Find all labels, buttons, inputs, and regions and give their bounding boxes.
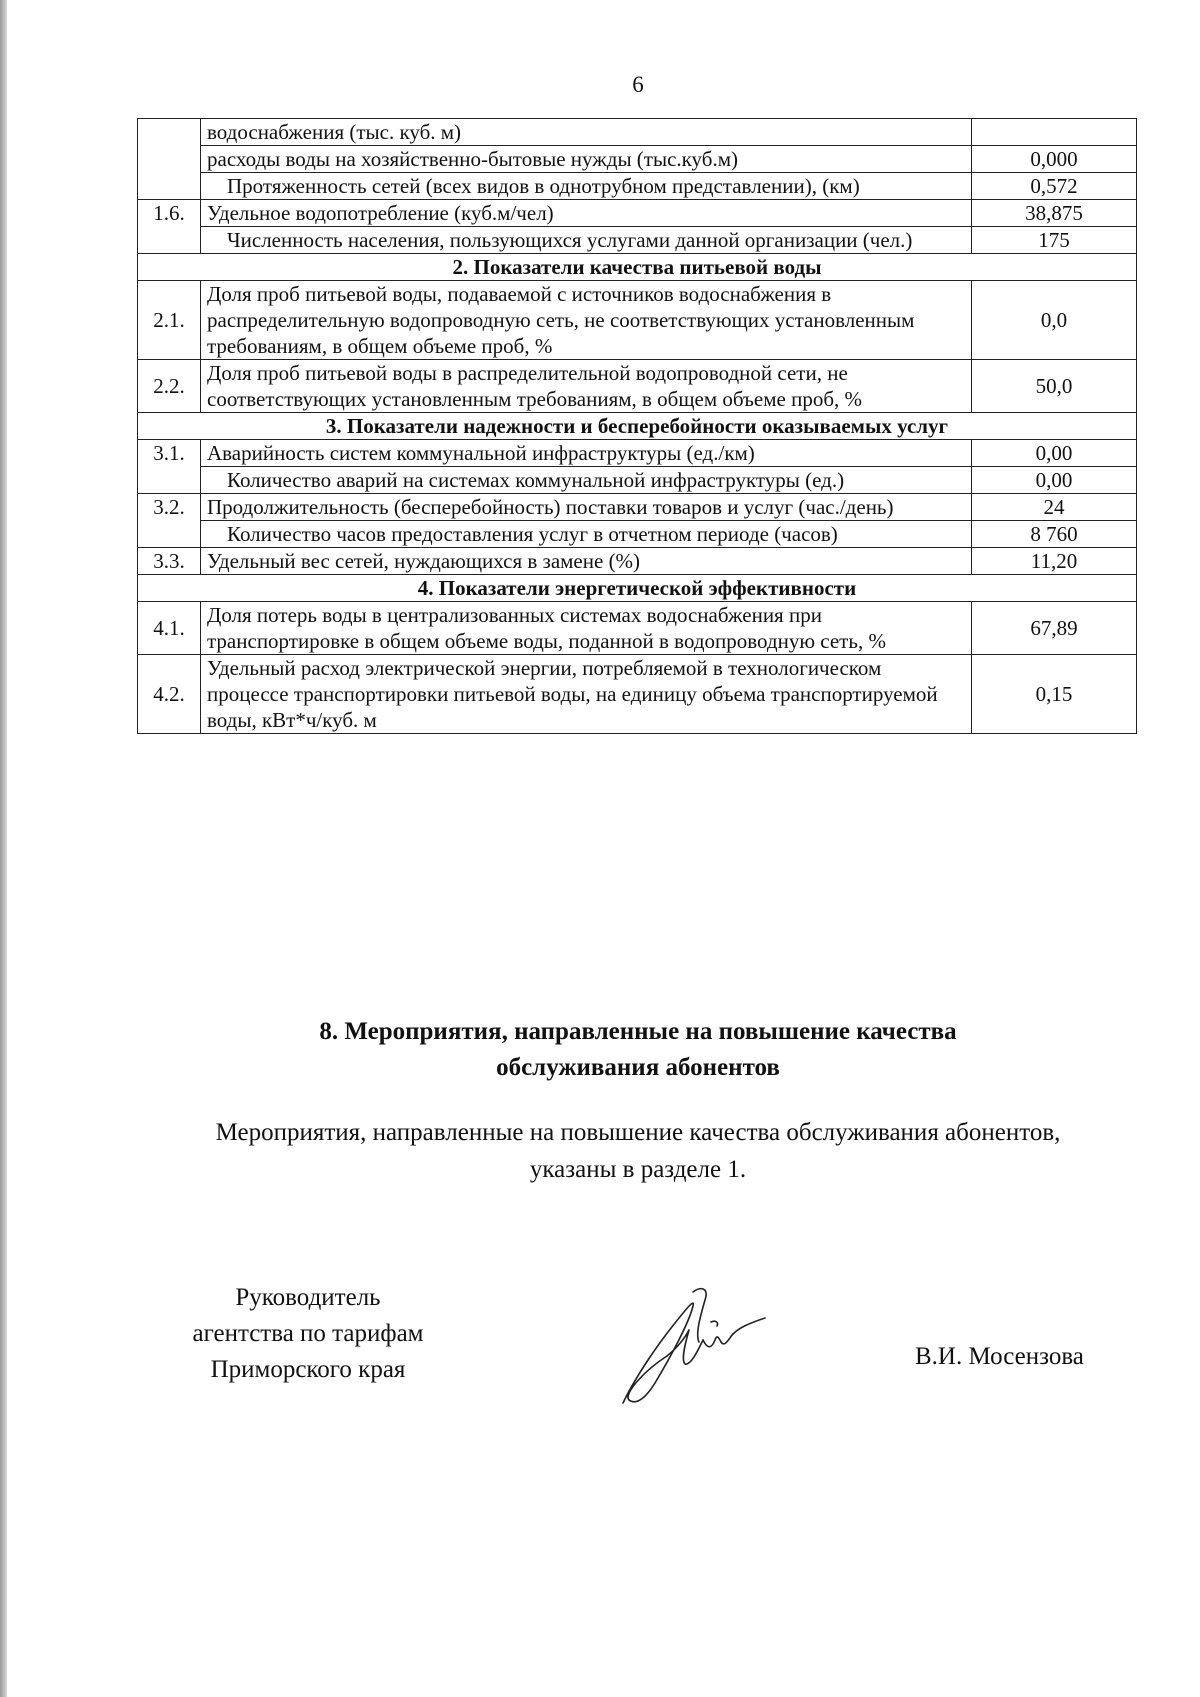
row-number: 3.2. (138, 494, 201, 521)
indicator-description: Доля потерь воды в централизованных системах водоснабжения при транспортировке в общем объеме воды, поданной в водопроводную сеть, % (201, 602, 972, 655)
row-number (138, 146, 201, 173)
page-number: 6 (632, 72, 644, 97)
indicator-description: Доля проб питьевой воды в распределительной водопроводной сети, не соответствующих установленным требованиям, в общем объеме проб, % (201, 360, 972, 413)
section-title: 4. Показатели энергетической эффективности (138, 575, 1137, 602)
table-row (138, 227, 1137, 254)
handwritten-signature (615, 1278, 785, 1413)
row-number (138, 119, 201, 146)
indicator-description: Удельное водопотребление (куб.м/чел) (201, 200, 972, 227)
indicator-value: 0,15 (972, 655, 1137, 734)
section-8-paragraph (0, 1114, 1200, 1188)
indicator-value: 38,875 (972, 200, 1137, 227)
indicator-value: 67,89 (972, 602, 1137, 655)
table-row (138, 173, 1137, 200)
indicator-value: 24 (972, 494, 1137, 521)
row-number (138, 173, 201, 200)
indicator-value: 8 760 (972, 521, 1137, 548)
section-header-row (138, 254, 1137, 281)
table-row (138, 440, 1137, 467)
section-8-text-line-2: указаны в разделе 1. (529, 1156, 747, 1183)
table-row (138, 602, 1137, 655)
row-number: 4.2. (138, 655, 201, 734)
indicator-value: 0,00 (972, 467, 1137, 494)
row-number: 2.1. (138, 281, 201, 360)
indicator-value: 11,20 (972, 548, 1137, 575)
table-row (138, 548, 1137, 575)
row-number: 2.2. (138, 360, 201, 413)
table-row (138, 146, 1137, 173)
indicator-description: Количество аварий на системах коммунальной инфраструктуры (ед.) (201, 467, 972, 494)
indicator-description: Протяженность сетей (всех видов в однотрубном представлении), (км) (201, 173, 972, 200)
table-row (138, 655, 1137, 734)
table-row (138, 467, 1137, 494)
section-8-heading-line-2: обслуживания абонентов (496, 1054, 780, 1081)
row-number (138, 521, 201, 548)
indicators-table-body (138, 119, 1137, 734)
signatory-title-line-3: Приморского края (210, 1356, 406, 1383)
indicator-description: водоснабжения (тыс. куб. м) (201, 119, 972, 146)
signatory-title-line-1: Руководитель (235, 1284, 381, 1311)
indicator-description: Удельный вес сетей, нуждающихся в замене (%) (201, 548, 972, 575)
indicator-value: 0,572 (972, 173, 1137, 200)
indicator-value: 50,0 (972, 360, 1137, 413)
signatory-title (150, 1280, 466, 1388)
table-row (138, 360, 1137, 413)
table-row (138, 281, 1137, 360)
section-header-row (138, 575, 1137, 602)
scan-left-edge (0, 0, 7, 1697)
table-row (138, 494, 1137, 521)
section-8-text-line-1: Мероприятия, направленные на повышение качества обслуживания абонентов, (215, 1119, 1061, 1146)
signatory-title-line-2: агентства по тарифам (192, 1320, 424, 1347)
indicator-description: Продолжительность (бесперебойность) поставки товаров и услуг (час./день) (201, 494, 972, 521)
section-title: 2. Показатели качества питьевой воды (138, 254, 1137, 281)
row-number (138, 467, 201, 494)
section-8-heading-line-1: 8. Мероприятия, направленные на повышение качества (319, 1018, 957, 1045)
indicator-value: 0,0 (972, 281, 1137, 360)
row-number: 3.1. (138, 440, 201, 467)
indicator-value (972, 119, 1137, 146)
indicator-value: 0,000 (972, 146, 1137, 173)
indicator-value: 175 (972, 227, 1137, 254)
indicator-description: Численность населения, пользующихся услугами данной организации (чел.) (201, 227, 972, 254)
indicators-table (137, 118, 1137, 734)
section-8-heading (0, 1014, 1200, 1086)
table-row (138, 119, 1137, 146)
indicator-description: расходы воды на хозяйственно-бытовые нужды (тыс.куб.м) (201, 146, 972, 173)
indicator-description: Доля проб питьевой воды, подаваемой с источников водоснабжения в распределительную водопроводную сеть, не соответствующих установленным требованиям, в общем объеме проб, % (201, 281, 972, 360)
indicator-description: Количество часов предоставления услуг в отчетном периоде (часов) (201, 521, 972, 548)
row-number: 3.3. (138, 548, 201, 575)
indicator-value: 0,00 (972, 440, 1137, 467)
table-row (138, 200, 1137, 227)
indicator-description: Удельный расход электрической энергии, потребляемой в технологическом процессе транспортировки питьевой воды, на единицу объема транспортируемой воды, кВт*ч/куб. м (201, 655, 972, 734)
row-number (138, 227, 201, 254)
section-title: 3. Показатели надежности и бесперебойности оказываемых услуг (138, 413, 1137, 440)
row-number: 4.1. (138, 602, 201, 655)
indicator-description: Аварийность систем коммунальной инфраструктуры (ед./км) (201, 440, 972, 467)
section-header-row (138, 413, 1137, 440)
signatory-name: В.И. Мосензова (915, 1343, 1084, 1370)
table-row (138, 521, 1137, 548)
row-number: 1.6. (138, 200, 201, 227)
